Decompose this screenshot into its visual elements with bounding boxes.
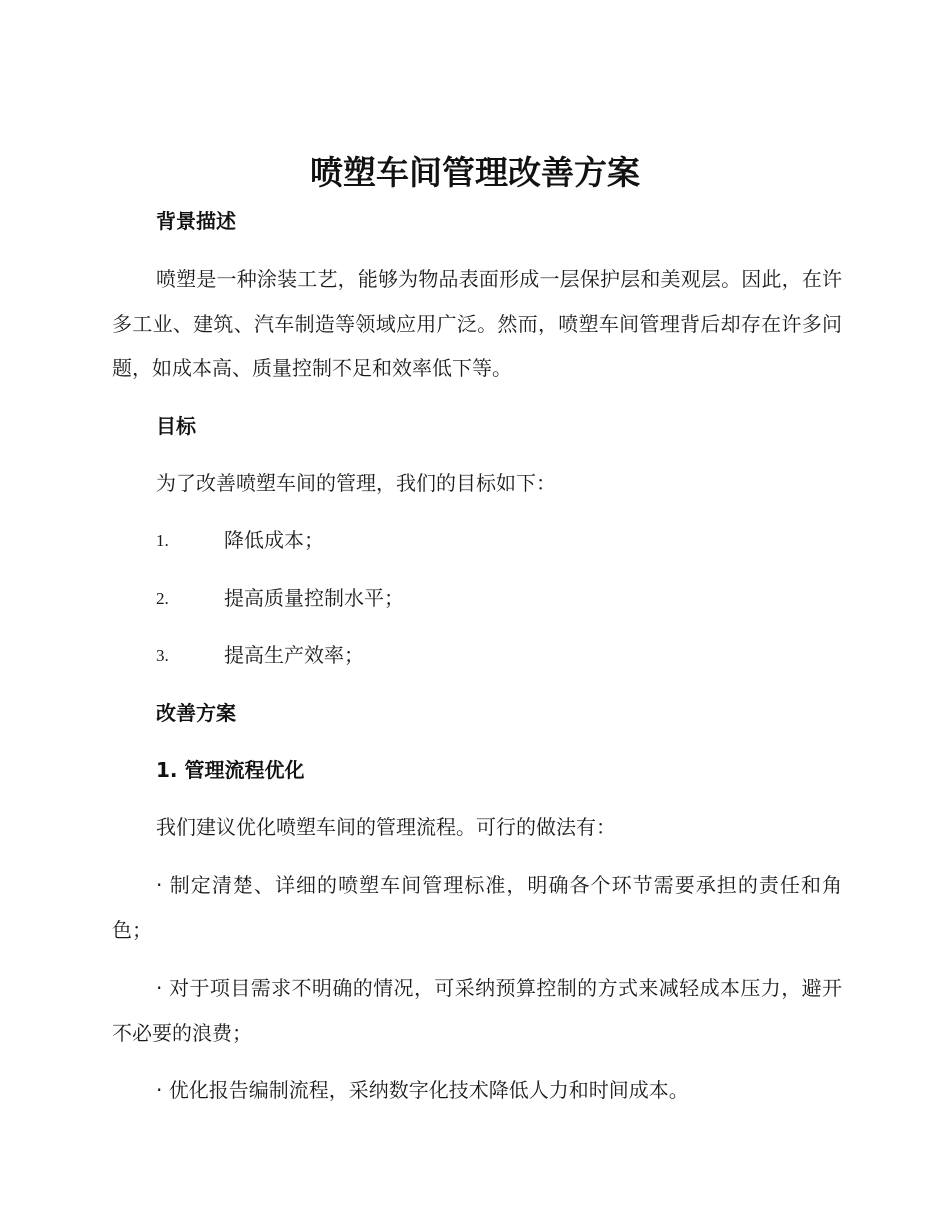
goal-item-text: 提高生产效率； [224, 643, 364, 667]
bullet-item: · 优化报告编制流程，采纳数字化技术降低人力和时间成本。 [156, 1078, 689, 1102]
goal-item-text: 降低成本； [224, 528, 324, 552]
document-title: 喷塑车间管理改善方案 [310, 153, 640, 192]
goal-item-text: 提高质量控制水平； [224, 586, 404, 610]
plan-intro: 我们建议优化喷塑车间的管理流程。可行的做法有： [156, 815, 616, 839]
paragraph-background: 喷塑是一种涂装工艺，能够为物品表面形成一层保护层和美观层。因此，在许多工业、建筑、汽车制造等领域应用广泛。然而，喷塑车间管理背后却存在许多问题，如成本高、质量控制不足和效率低下等。 [112, 267, 842, 380]
goal-item-number: 2. [156, 589, 169, 608]
heading-goals: 目标 [156, 414, 196, 438]
bullet-item: · 对于项目需求不明确的情况，可采纳预算控制的方式来减轻成本压力，避开不必要的浪费； [112, 976, 842, 1045]
heading-background: 背景描述 [156, 209, 236, 233]
subheading-process-optimization: 1. 管理流程优化 [156, 758, 305, 782]
heading-plan: 改善方案 [156, 701, 236, 725]
goal-item-number: 3. [156, 646, 169, 665]
goal-item-number: 1. [156, 531, 169, 550]
goals-intro: 为了改善喷塑车间的管理，我们的目标如下： [156, 471, 556, 495]
bullet-item: · 制定清楚、详细的喷塑车间管理标准，明确各个环节需要承担的责任和角色； [112, 873, 842, 942]
